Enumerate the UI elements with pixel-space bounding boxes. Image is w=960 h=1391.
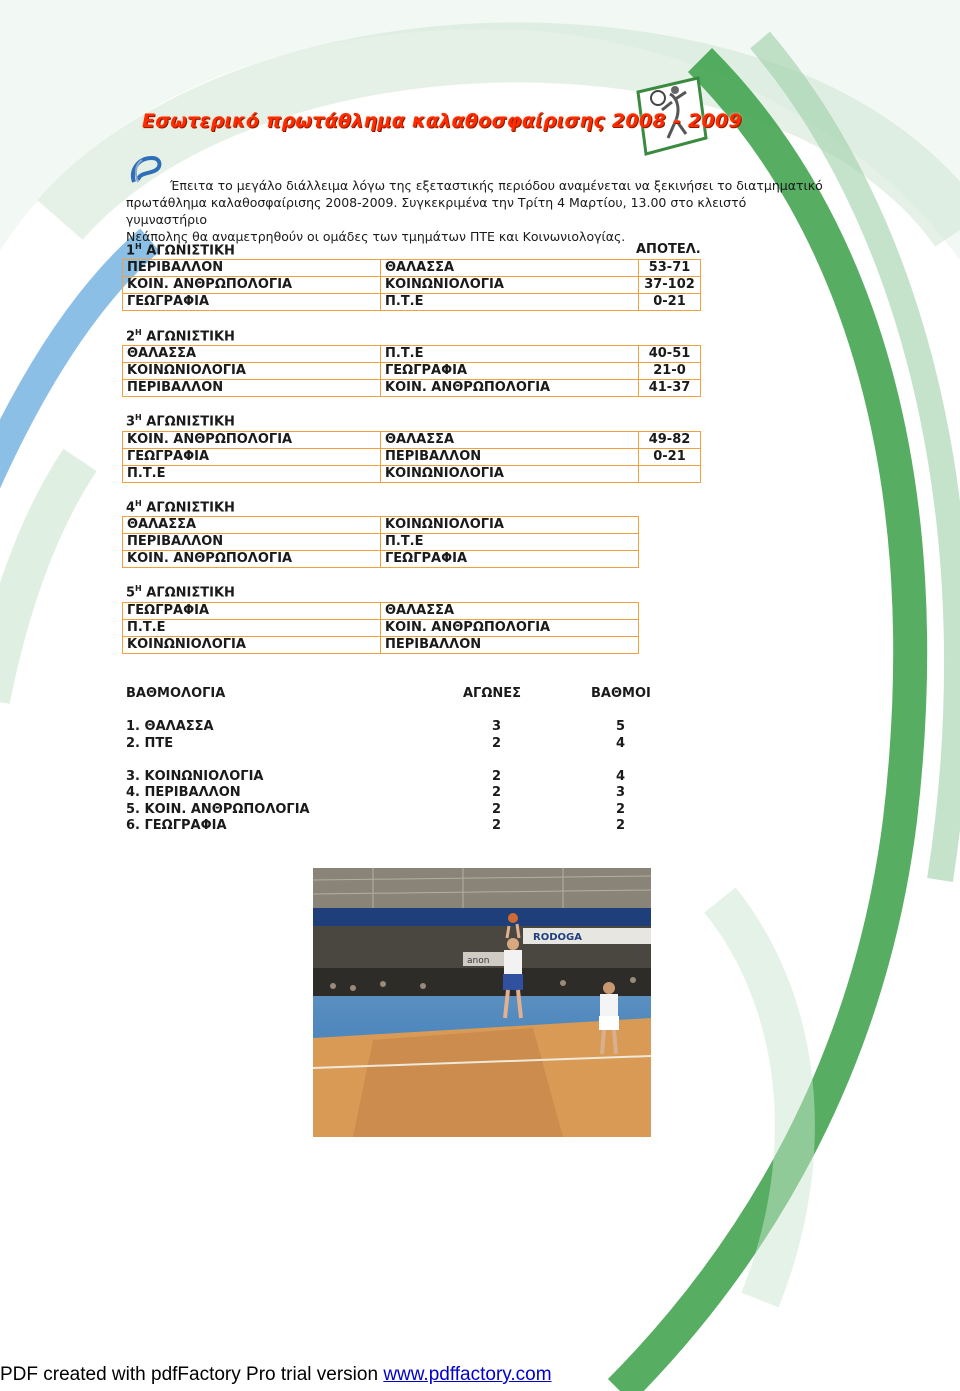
- page-title: Εσωτερικό πρωτάθλημα καλαθοσφαίρισης 2008 - 2009: [142, 110, 743, 132]
- fixtures-table: [122, 602, 639, 654]
- table-row: ΚΟΙΝΩΝΙΟΛΟΓΙΑ ΠΕΡΙΒΑΛΛΟΝ: [123, 637, 639, 654]
- results-column-header: ΑΠΟΤΕΛ.: [636, 242, 701, 257]
- intro-paragraph: [126, 177, 826, 245]
- pdffactory-link[interactable]: www.pdffactory.com: [383, 1364, 552, 1385]
- table-row: ΚΟΙΝ. ΑΝΘΡΩΠΟΛΟΓΙΑ ΘΑΛΑΣΣΑ 49-82: [123, 432, 701, 449]
- fixtures-table: [122, 259, 701, 311]
- table-row: ΓΕΩΓΡΑΦΙΑ ΘΑΛΑΣΣΑ: [123, 603, 639, 620]
- table-row: ΠΕΡΙΒΑΛΛΟΝ ΘΑΛΑΣΣΑ 53-71: [123, 260, 701, 277]
- sponsor-banner: RODOGA: [533, 932, 582, 943]
- round-heading: $1^H$ ΑΓΩΝΙΣΤΙΚΗ: [126, 242, 235, 259]
- fixtures-table: [122, 516, 639, 568]
- table-row: ΚΟΙΝ. ΑΝΘΡΩΠΟΛΟΓΙΑ ΚΟΙΝΩΝΙΟΛΟΓΙΑ 37-102: [123, 277, 701, 294]
- round-heading: $3^H$ ΑΓΩΝΙΣΤΙΚΗ: [126, 413, 235, 430]
- table-row: ΠΕΡΙΒΑΛΛΟΝ ΚΟΙΝ. ΑΝΘΡΩΠΟΛΟΓΙΑ 41-37: [123, 380, 701, 397]
- table-row: ΓΕΩΓΡΑΦΙΑ ΠΕΡΙΒΑΛΛΟΝ 0-21: [123, 449, 701, 466]
- round-heading: $4^H$ ΑΓΩΝΙΣΤΙΚΗ: [126, 499, 235, 516]
- basketball-game-photo: [313, 868, 651, 1137]
- intro-line: πρωτάθλημα καλαθοσφαίρισης 2008-2009. Συγκεκριμένα την Τρίτη 4 Μαρτίου, 13.00 στο κλειστό γυμναστήριο: [126, 195, 747, 227]
- table-row: Π.Τ.Ε ΚΟΙΝ. ΑΝΘΡΩΠΟΛΟΓΙΑ: [123, 620, 639, 637]
- intro-line: Νεάπολης θα αναμετρηθούν οι ομάδες των τμημάτων ΠΤΕ και Κοινωνιολογίας.: [126, 229, 626, 244]
- table-row: Π.Τ.Ε ΚΟΙΝΩΝΙΟΛΟΓΙΑ: [123, 466, 701, 483]
- fixtures-table: [122, 431, 701, 483]
- fixtures-table: [122, 345, 701, 397]
- table-row: ΚΟΙΝΩΝΙΟΛΟΓΙΑ ΓΕΩΓΡΑΦΙΑ 21-0: [123, 363, 701, 380]
- table-row: ΚΟΙΝ. ΑΝΘΡΩΠΟΛΟΓΙΑ ΓΕΩΓΡΑΦΙΑ: [123, 551, 639, 568]
- table-row: ΘΑΛΑΣΣΑ Π.Τ.Ε 40-51: [123, 346, 701, 363]
- sponsor-banner: anon: [467, 956, 490, 966]
- intro-line: Έπειτα το μεγάλο διάλλειμα λόγω της εξεταστικής περιόδου αναμένεται να ξεκινήσει το διατμηματικό: [170, 178, 823, 193]
- pdf-footer: PDF created with pdfFactory Pro trial version www.pdffactory.com: [0, 1364, 552, 1385]
- round-heading: $5^H$ ΑΓΩΝΙΣΤΙΚΗ: [126, 584, 235, 601]
- table-row: ΓΕΩΓΡΑΦΙΑ Π.Τ.Ε 0-21: [123, 294, 701, 311]
- table-row: ΘΑΛΑΣΣΑ ΚΟΙΝΩΝΙΟΛΟΓΙΑ: [123, 517, 639, 534]
- round-heading: $2^H$ ΑΓΩΝΙΣΤΙΚΗ: [126, 328, 235, 345]
- table-row: ΠΕΡΙΒΑΛΛΟΝ Π.Τ.Ε: [123, 534, 639, 551]
